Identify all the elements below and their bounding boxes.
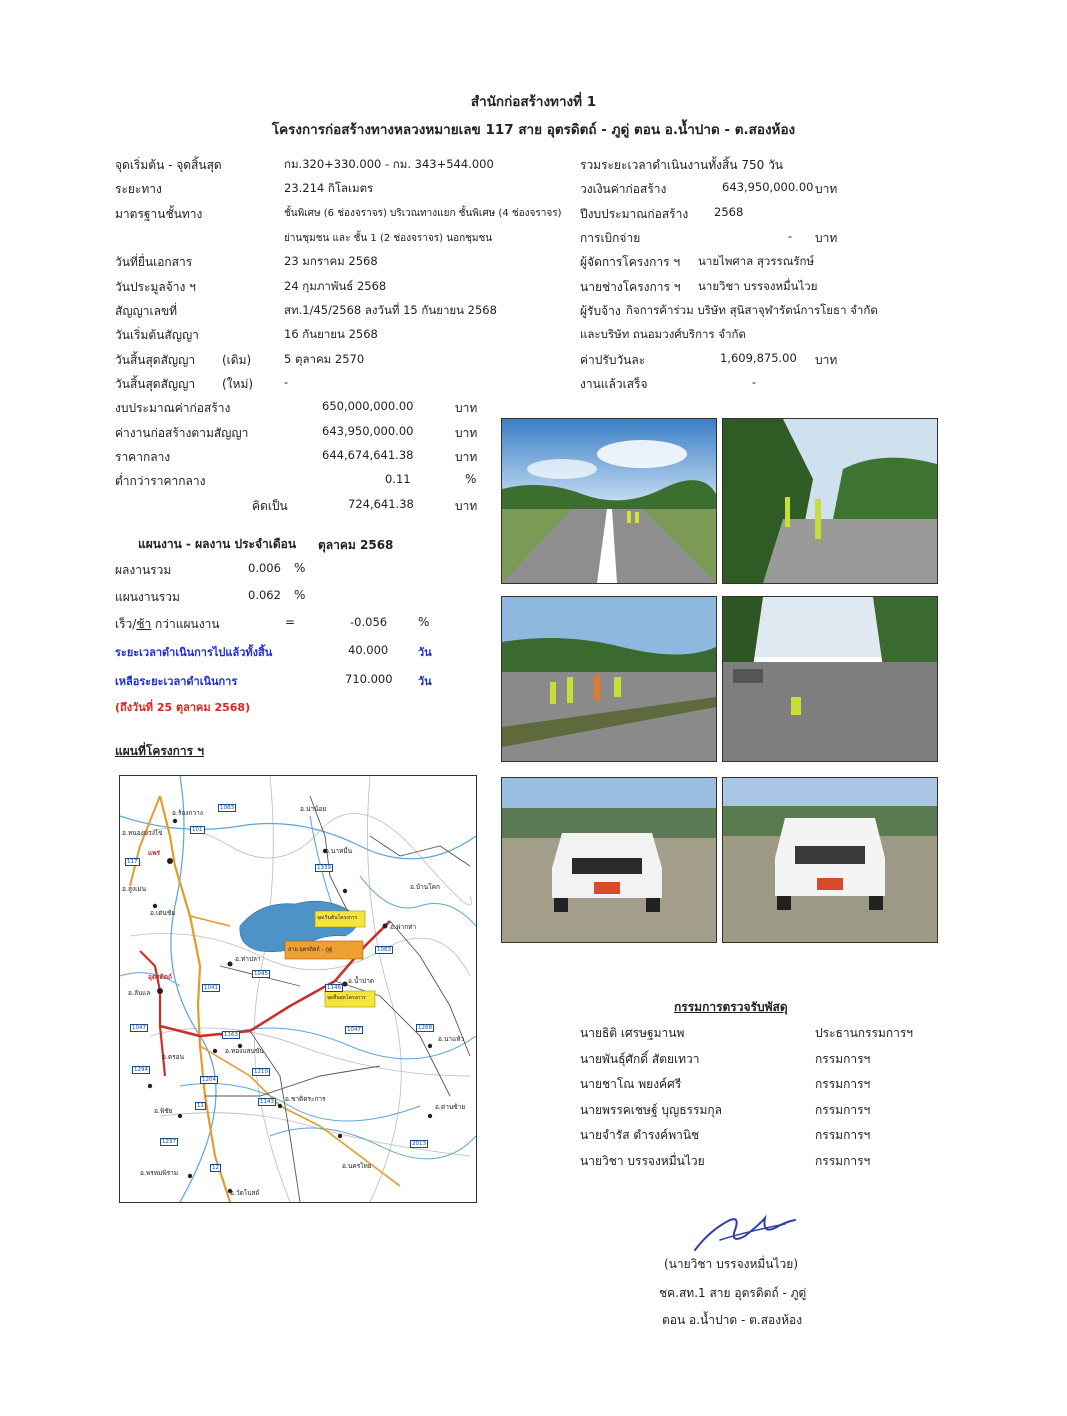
plan-unit: % (294, 588, 306, 602)
plan-label: แผนงานรวม (115, 590, 180, 604)
road-number: 1268 (418, 1025, 432, 1031)
info-value: ชั้นพิเศษ (6 ช่องจราจร) บริเวณทางแยก ชั้นพิเศษ (4 ช่องจราจร) (284, 208, 562, 219)
road-number: 1047 (347, 1027, 361, 1033)
road-number: 117 (127, 859, 138, 865)
budget-unit: บาท (455, 426, 478, 440)
diff-label-slow: ช้า (136, 617, 152, 631)
site-photo-road-inspection (722, 596, 938, 762)
info-value: นายไพศาล สุวรรณรักษ์ (698, 254, 815, 268)
road-number: 1083 (377, 947, 391, 953)
committee-member-role: กรรมการฯ (815, 1154, 871, 1168)
info-value: 23.214 กิโลเมตร (284, 181, 374, 195)
signature-section: ตอน อ.น้ำปาด - ต.สองห้อง (662, 1313, 803, 1327)
budget-label: ต่ำกว่าราคากลาง (115, 474, 206, 488)
road-number: 1163 (224, 1032, 238, 1038)
info-value: 1,609,875.00 (720, 351, 797, 365)
budget-value: 650,000,000.00 (322, 399, 414, 413)
site-photo-vehicle-hilux (722, 777, 938, 943)
info-label: ปีงบประมาณก่อสร้าง (580, 207, 689, 221)
project-map (119, 775, 477, 1203)
map-place: อ.น่าน้อย (300, 805, 327, 813)
road-number: 1083 (220, 805, 234, 811)
info-label: วันที่ยื่นเอกสาร (115, 255, 193, 269)
elapsed-label: ระยะเวลาดำเนินการไปแล้วทั้งสิ้น (115, 646, 273, 659)
map-place: อ.น้ำปาด (348, 977, 375, 985)
info-value: กิจการค้าร่วม บริษัท สุนิสาจุฬารัตน์การโยธา จำกัด (626, 303, 878, 317)
remain-value: 710.000 (345, 672, 393, 686)
info-label: มาตรฐานชั้นทาง (115, 207, 203, 221)
map-place: แพร่ (148, 849, 160, 857)
map-place: อ.ด่านซ้าย (435, 1103, 466, 1111)
map-place: อ.สูงเม่น (122, 885, 147, 893)
map-end-box: จุดสิ้นสุดโครงการ (327, 995, 366, 1001)
info-value: นายวิชา บรรจงหมื่นไวย (698, 279, 818, 293)
committee-member-role: กรรมการฯ (815, 1052, 871, 1066)
map-place: อ.ท่าปลา (235, 955, 261, 963)
site-photo-roadside-survey (722, 418, 938, 584)
committee-member-name: นายพันธุ์ศักดิ์ สัตยเทวา (580, 1052, 700, 1066)
budget-label: ค่างานก่อสร้างตามสัญญา (115, 426, 249, 440)
info-value: สท.1/45/2568 ลงวันที่ 15 กันยายน 2568 (284, 303, 497, 317)
monthly-month: ตุลาคม 2568 (318, 538, 394, 552)
committee-member-name: นายพรรคเชษฐ์ บุญธรรมกุล (580, 1103, 722, 1117)
signature-scribble (690, 1210, 800, 1258)
info-sub: (เดิม) (222, 353, 252, 367)
info-label: ระยะทาง (115, 182, 162, 196)
info-unit: บาท (815, 353, 838, 367)
info-value: กม.320+330.000 - กม. 343+544.000 (284, 157, 494, 171)
road-number: 11 (197, 1103, 204, 1109)
map-place: อ.นครไทย (342, 1162, 372, 1170)
map-place: อ.ชาติตระการ (285, 1095, 326, 1103)
budget-unit: บาท (455, 401, 478, 415)
info-label: นายช่างโครงการ ฯ (580, 280, 681, 294)
info-label: วันเริ่มต้นสัญญา (115, 328, 199, 342)
map-place: อ.นาแห้ว (438, 1035, 465, 1043)
map-place: อ.บ้านโคก (410, 883, 440, 891)
map-place: อ.ทองแสนขัน (225, 1047, 264, 1055)
info-value: 5 ตุลาคม 2570 (284, 352, 365, 366)
road-number: 2013 (412, 1141, 426, 1147)
map-place: อ.พิชัย (154, 1107, 173, 1115)
committee-member-name: นายจำรัส ตำรงค์พานิช (580, 1128, 700, 1142)
map-project-box: สาย อุตรดิตถ์ - ภูดู่ (288, 947, 333, 953)
road-number: 1047 (132, 1025, 146, 1031)
budget-label: งบประมาณค่าก่อสร้าง (115, 401, 231, 415)
road-number: 1143 (260, 1099, 274, 1105)
committee-title: กรรมการตรวจรับพัสดุ (674, 1000, 788, 1014)
info-value: 24 กุมภาพันธ์ 2568 (284, 279, 387, 293)
remain-unit: วัน (418, 675, 432, 688)
committee-member-name: นายชาโณ พยงค์ศรี (580, 1077, 682, 1091)
diff-label (115, 615, 220, 634)
committee-member-role: กรรมการฯ (815, 1128, 871, 1142)
monthly-title: แผนงาน - ผลงาน ประจำเดือน (138, 537, 297, 551)
budget-label: คิดเป็น (252, 499, 288, 513)
road-number: 1294 (134, 1067, 148, 1073)
info-label: รวมระยะเวลาดำเนินงานทั้งสิ้น 750 วัน (580, 158, 784, 172)
info-value: - (788, 229, 793, 243)
info-value: ย่านชุมชน และ ชั้น 1 (2 ช่องจราจร) นอกชุมชน (284, 233, 493, 244)
budget-value: 0.11 (385, 472, 411, 486)
info-value: 643,950,000.00 (722, 180, 814, 194)
info-label: วันสิ้นสุดสัญญา (115, 377, 196, 391)
info-label: วันสิ้นสุดสัญญา (115, 353, 196, 367)
info-value: - (752, 375, 757, 389)
budget-unit: บาท (455, 499, 478, 513)
elapsed-unit: วัน (418, 646, 432, 659)
info-value: 2568 (714, 205, 744, 219)
road-number: 1204 (202, 1077, 216, 1083)
info-label: งานแล้วเสร็จ (580, 377, 648, 391)
road-number: 101 (192, 827, 203, 833)
info-label: การเบิกจ่าย (580, 231, 641, 245)
map-place: อ.พรหมพิราม (140, 1169, 179, 1177)
map-place: อ.เด่นชัย (150, 909, 176, 917)
budget-value: 643,950,000.00 (322, 424, 414, 438)
budget-unit: % (465, 472, 477, 486)
info-label: วันประมูลจ้าง ฯ (115, 280, 196, 294)
info-label: ค่าปรับวันละ (580, 353, 646, 367)
info-label: สัญญาเลขที่ (115, 304, 178, 318)
diff-label-fast: เร็ว/ (115, 617, 137, 631)
info-value: และบริษัท ถนอมวงศ์บริการ จำกัด (580, 327, 746, 341)
committee-member-name: นายวิชา บรรจงหมื่นไวย (580, 1154, 705, 1168)
project-title: โครงการก่อสร้างทางหลวงหมายเลข 117 สาย อุตรดิตถ์ - ภูดู่ ตอน อ.น้ำปาด - ต.สองห้อง (271, 122, 796, 138)
committee-member-role: กรรมการฯ (815, 1103, 871, 1117)
budget-unit: บาท (455, 450, 478, 464)
map-place: อ.ลับแล (128, 989, 151, 997)
committee-member-name: นายธิติ เศรษฐมานพ (580, 1026, 685, 1040)
asof-date: (ถึงวันที่ 25 ตุลาคม 2568) (115, 701, 251, 714)
info-label: จุดเริ่มต้น - จุดสิ้นสุด (115, 158, 222, 172)
result-unit: % (294, 561, 306, 575)
info-label: ผู้จัดการโครงการ ฯ (580, 255, 681, 269)
site-photo-vehicle-fortuner (501, 777, 717, 943)
map-place: อ.ฟากท่า (390, 923, 417, 931)
road-number: 12 (212, 1165, 219, 1171)
budget-value: 644,674,641.38 (322, 448, 414, 462)
committee-member-role: ประธานกรรมการฯ (815, 1026, 914, 1040)
site-photo-road-survey (501, 418, 717, 584)
road-number: 1210 (254, 1069, 268, 1075)
diff-unit: % (418, 615, 430, 629)
map-place: อ.วัดโบสถ์ (230, 1189, 260, 1197)
info-label: ผู้รับจ้าง (580, 304, 621, 318)
map-start-box: จุดเริ่มต้นโครงการ (317, 915, 358, 921)
office-title: สำนักก่อสร้างทางที่ 1 (470, 94, 597, 110)
plan-value: 0.062 (248, 588, 281, 602)
map-place: อ.หนองม่วงไข่ (122, 829, 163, 837)
result-value: 0.006 (248, 561, 281, 575)
info-value: - (284, 375, 289, 389)
budget-value: 724,641.38 (348, 497, 414, 511)
map-place: อ.ร้องกวาง (172, 809, 203, 817)
signature-position: ชค.สท.1 สาย อุตรดิตถ์ - ภูดู่ (659, 1286, 807, 1300)
road-number: 1339 (317, 865, 331, 871)
info-unit: บาท (815, 231, 838, 245)
map-title: แผนที่โครงการ ฯ (115, 744, 205, 758)
info-sub: (ใหม่) (222, 377, 254, 391)
info-label: วงเงินค่าก่อสร้าง (580, 182, 667, 196)
site-photo-median-team (501, 596, 717, 762)
road-number: 1045 (254, 971, 268, 977)
road-number: 1237 (162, 1139, 176, 1145)
elapsed-value: 40.000 (348, 643, 389, 657)
road-number: 1041 (204, 985, 218, 991)
budget-label: ราคากลาง (115, 450, 171, 464)
diff-label-rest: กว่าแผนงาน (151, 617, 220, 631)
result-label: ผลงานรวม (115, 563, 172, 577)
diff-eq: = (285, 615, 296, 629)
map-place: อ.นาหมื่น (325, 847, 353, 855)
map-place: อ.ตรอน (162, 1053, 185, 1061)
road-number: 1146 (327, 985, 341, 991)
info-unit: บาท (815, 182, 838, 196)
info-value: 23 มกราคม 2568 (284, 254, 378, 268)
signature-name: (นายวิชา บรรจงหมื่นไวย) (664, 1257, 798, 1271)
committee-member-role: กรรมการฯ (815, 1077, 871, 1091)
map-place: อุตรดิตถ์ (148, 973, 172, 981)
info-value: 16 กันยายน 2568 (284, 327, 378, 341)
diff-value: -0.056 (350, 615, 388, 629)
remain-label: เหลือระยะเวลาดำเนินการ (115, 675, 238, 688)
